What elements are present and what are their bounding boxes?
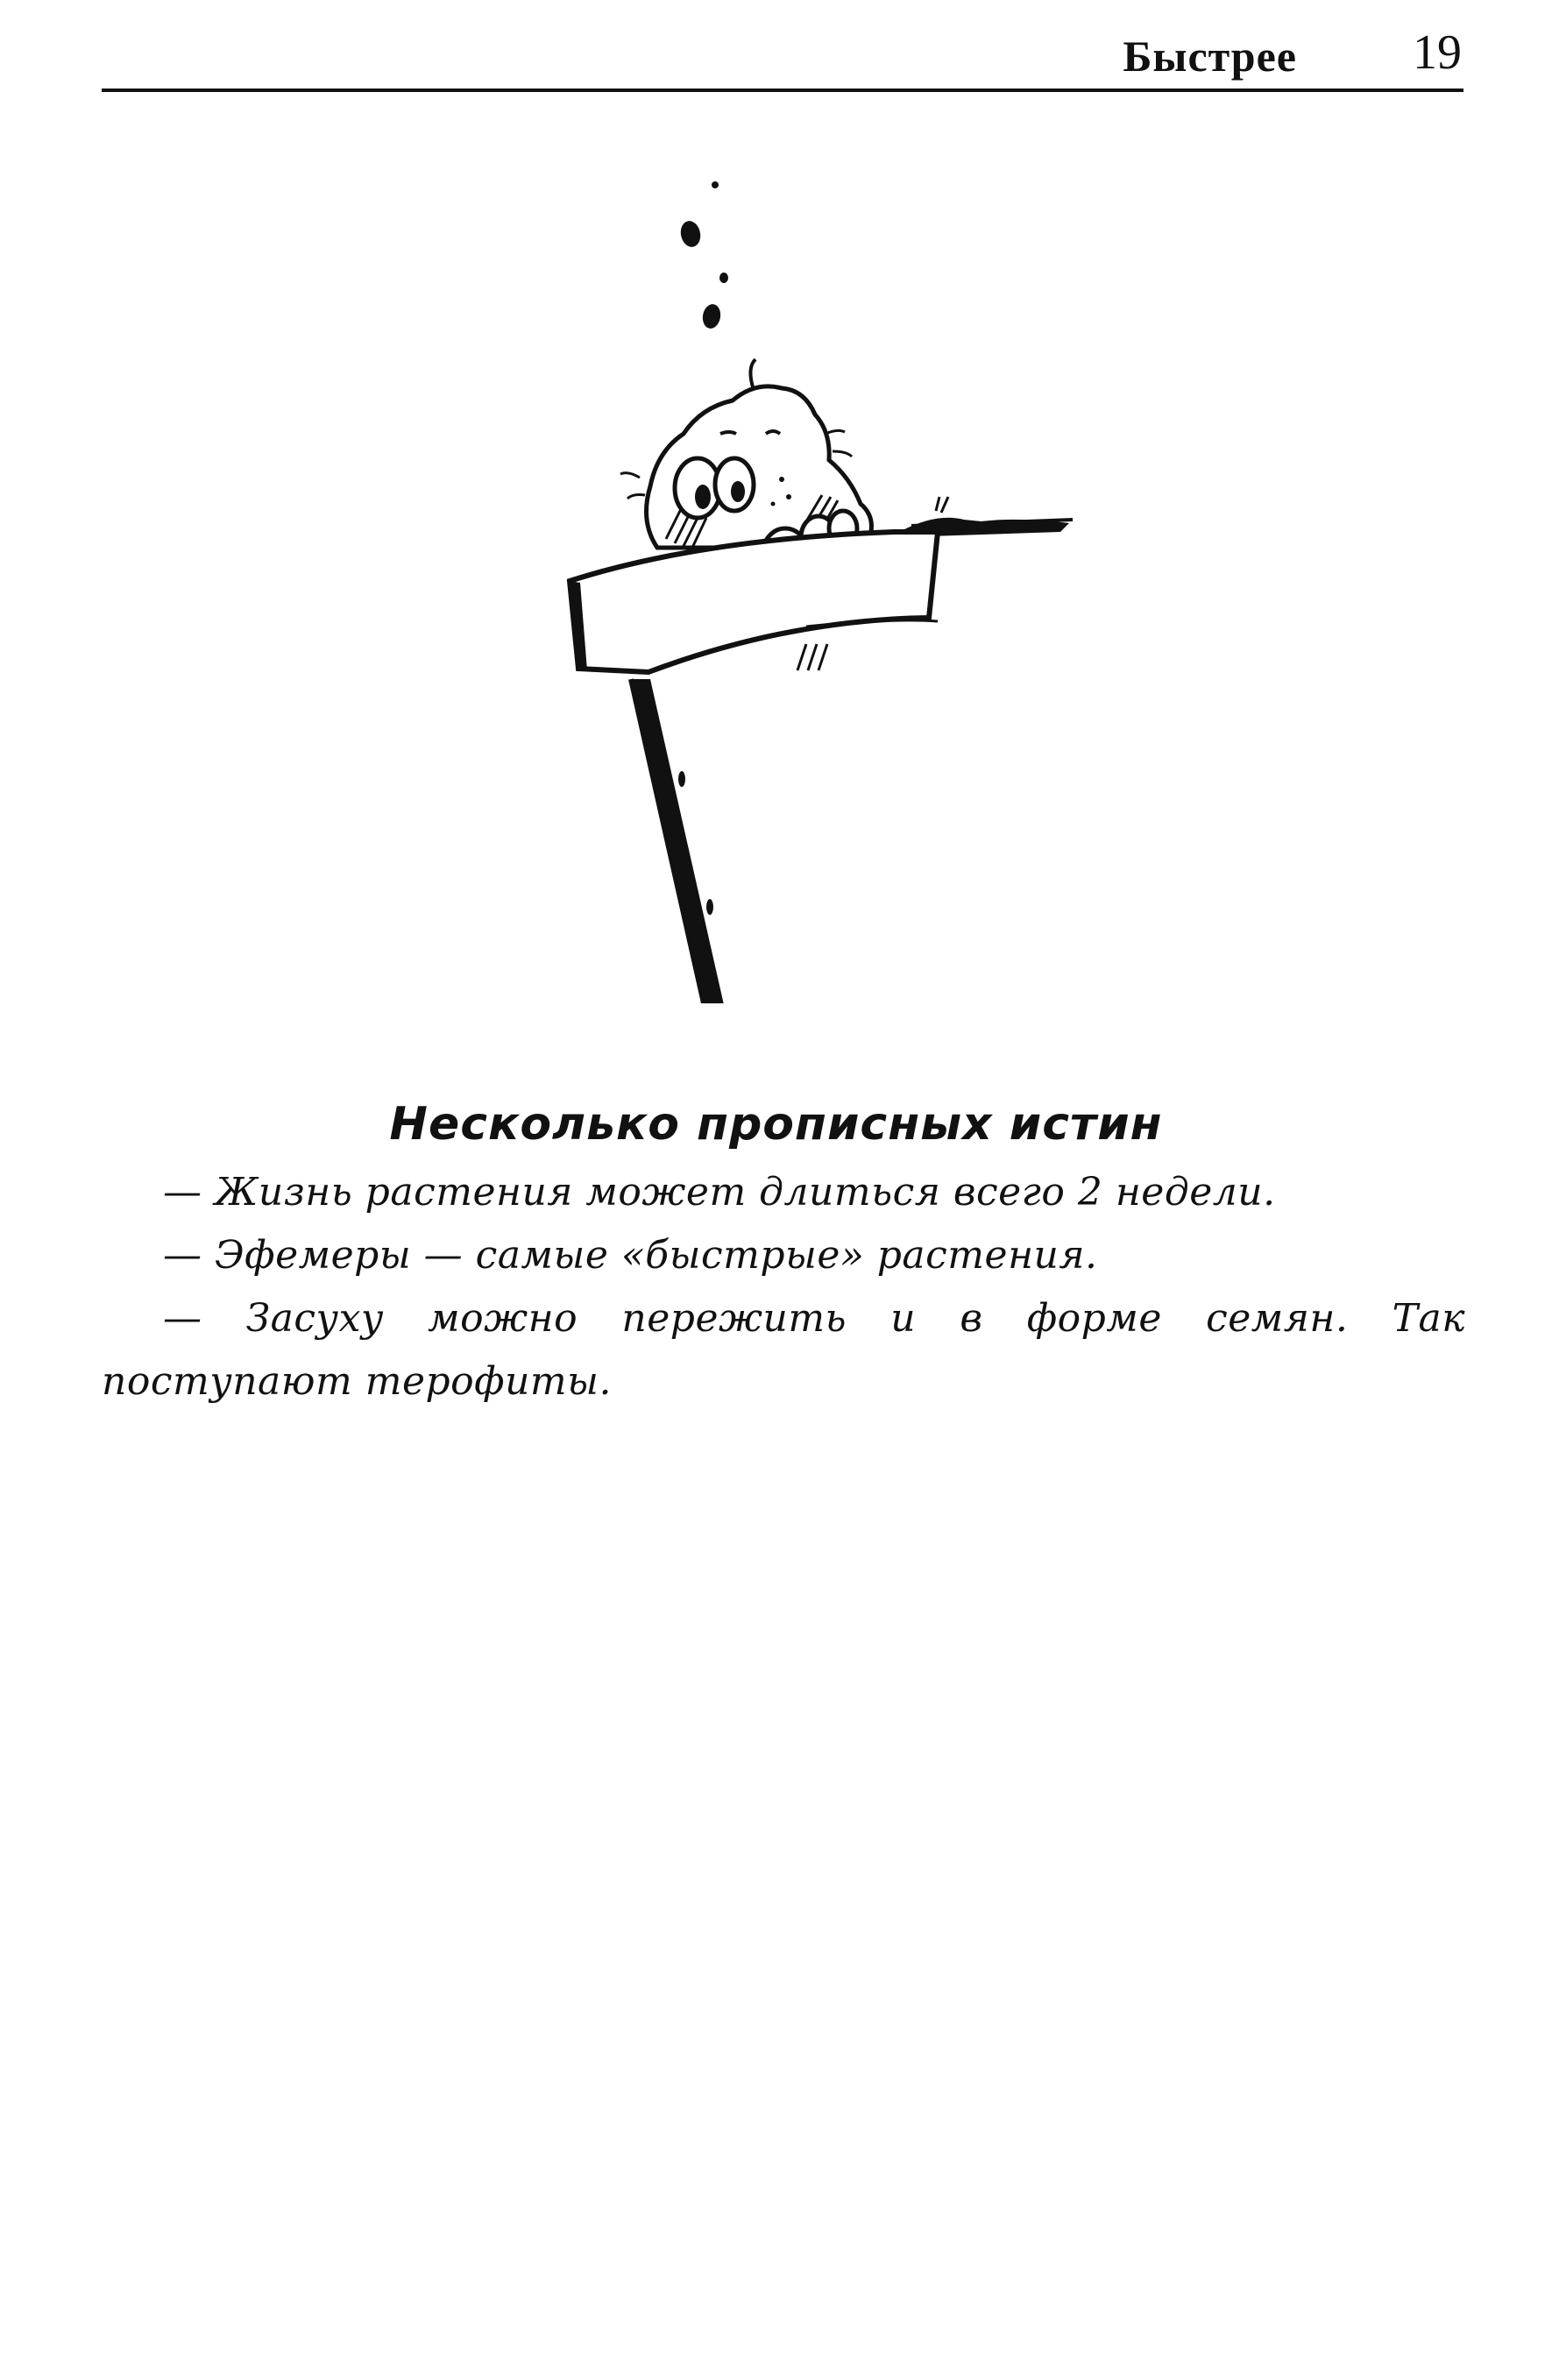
list-item: — Засуху можно пережить и в форме семян. Так поступают терофиты. [102,1296,1465,1404]
page-number: 19 [1413,25,1462,80]
list-block [102,1161,1465,1413]
list-item: — Эфемеры — самые «быстрые» растения. [163,1233,1098,1278]
section-title: Быстрее [1123,32,1297,81]
plant-in-pot-cartoon-icon [526,171,1087,1003]
running-head [102,0,1463,92]
list-item: — Жизнь растения может длиться всего 2 недели. [163,1170,1276,1215]
section-heading: Несколько прописных истин [389,1098,1163,1151]
